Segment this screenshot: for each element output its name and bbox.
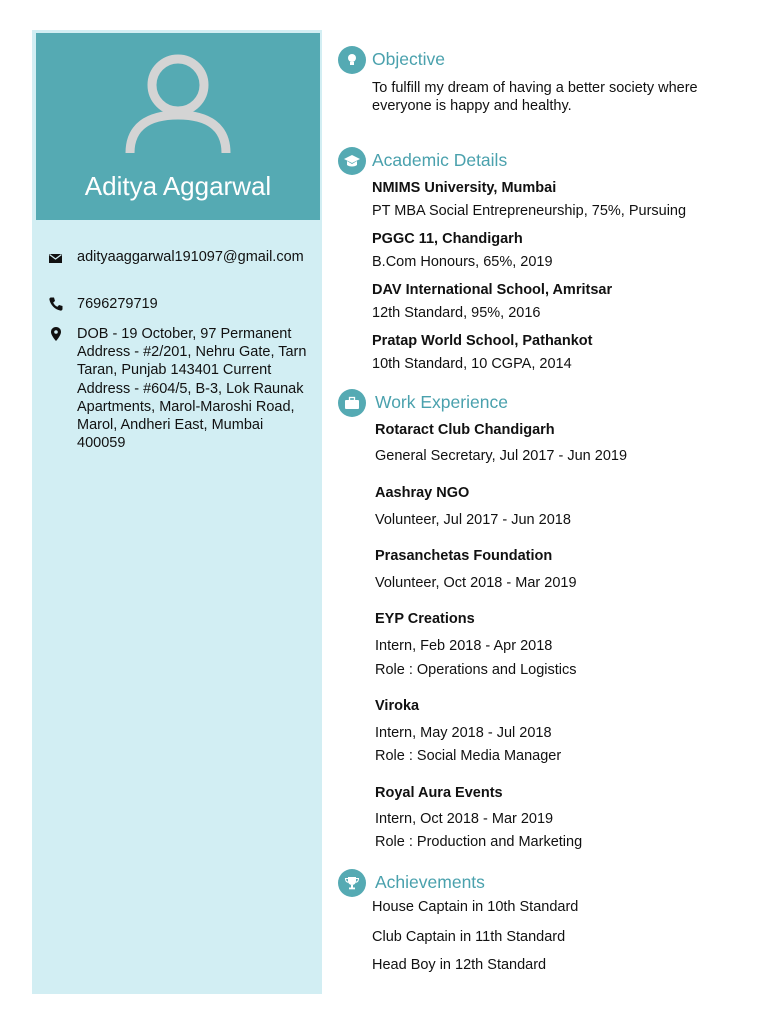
work-org: Viroka xyxy=(375,698,420,714)
work-org: Rotaract Club Chandigarh xyxy=(375,422,555,438)
sidebar xyxy=(32,30,322,994)
achievement-item: House Captain in 10th Standard xyxy=(372,899,579,915)
objective-title: Objective xyxy=(372,49,445,69)
academic-school: NMIMS University, Mumbai xyxy=(372,180,557,196)
phone-text[interactable]: 7696279719 xyxy=(77,296,158,312)
work-role: Role : Social Media Manager xyxy=(375,748,562,764)
address-text: DOB - 19 October, 97 Permanent Address - #2/201, Nehru Gate, Tarn Taran, Punjab 143401 Current Address - #604/5, B-3, Lok Raunak Apartments, Marol-Maroshi Road, Marol, Andheri East, Mumbai 400059 xyxy=(77,326,307,452)
work-org: Aashray NGO xyxy=(375,485,470,501)
work-org: EYP Creations xyxy=(375,611,475,627)
work-role: Role : Production and Marketing xyxy=(375,834,583,850)
academic-school: Pratap World School, Pathankot xyxy=(372,333,593,349)
academic-detail: PT MBA Social Entrepreneurship, 75%, Pursuing xyxy=(372,203,687,219)
work-role: Role : Operations and Logistics xyxy=(375,662,577,678)
achievements-heading xyxy=(338,869,738,897)
work-period: Intern, Feb 2018 - Apr 2018 xyxy=(375,638,553,654)
work-org: Royal Aura Events xyxy=(375,785,503,801)
academic-title: Academic Details xyxy=(372,150,508,170)
academic-school: PGGC 11, Chandigarh xyxy=(372,231,523,247)
objective-text: To fulfill my dream of having a better society where everyone is happy and healthy. xyxy=(372,80,698,114)
academic-detail: B.Com Honours, 65%, 2019 xyxy=(372,254,553,270)
graduation-cap-icon xyxy=(338,147,366,175)
email-text[interactable]: adityaaggarwal191097@gmail.com xyxy=(77,249,304,265)
profile-name: Aditya Aggarwal xyxy=(84,171,272,201)
academic-heading xyxy=(338,147,738,175)
work-period: Volunteer, Jul 2017 - Jun 2018 xyxy=(375,512,571,528)
avatar-icon xyxy=(122,53,234,153)
achievements-title: Achievements xyxy=(375,872,485,892)
location-pin-icon xyxy=(48,326,64,342)
trophy-icon xyxy=(338,869,366,897)
email-icon xyxy=(48,249,64,265)
academic-detail: 10th Standard, 10 CGPA, 2014 xyxy=(372,356,572,372)
work-period: Intern, May 2018 - Jul 2018 xyxy=(375,725,552,741)
work-org: Prasanchetas Foundation xyxy=(375,548,553,564)
work-period: General Secretary, Jul 2017 - Jun 2019 xyxy=(375,448,628,464)
academic-detail: 12th Standard, 95%, 2016 xyxy=(372,305,541,321)
phone-icon xyxy=(48,296,64,312)
work-heading xyxy=(338,389,738,417)
objective-heading xyxy=(338,46,738,74)
achievement-item: Club Captain in 11th Standard xyxy=(372,929,566,945)
lightbulb-icon xyxy=(338,46,366,74)
academic-school: DAV International School, Amritsar xyxy=(372,282,613,298)
work-period: Intern, Oct 2018 - Mar 2019 xyxy=(375,811,554,827)
profile-header xyxy=(36,33,320,220)
work-period: Volunteer, Oct 2018 - Mar 2019 xyxy=(375,575,577,591)
briefcase-icon xyxy=(338,389,366,417)
achievement-item: Head Boy in 12th Standard xyxy=(372,957,547,973)
work-title: Work Experience xyxy=(375,392,508,412)
